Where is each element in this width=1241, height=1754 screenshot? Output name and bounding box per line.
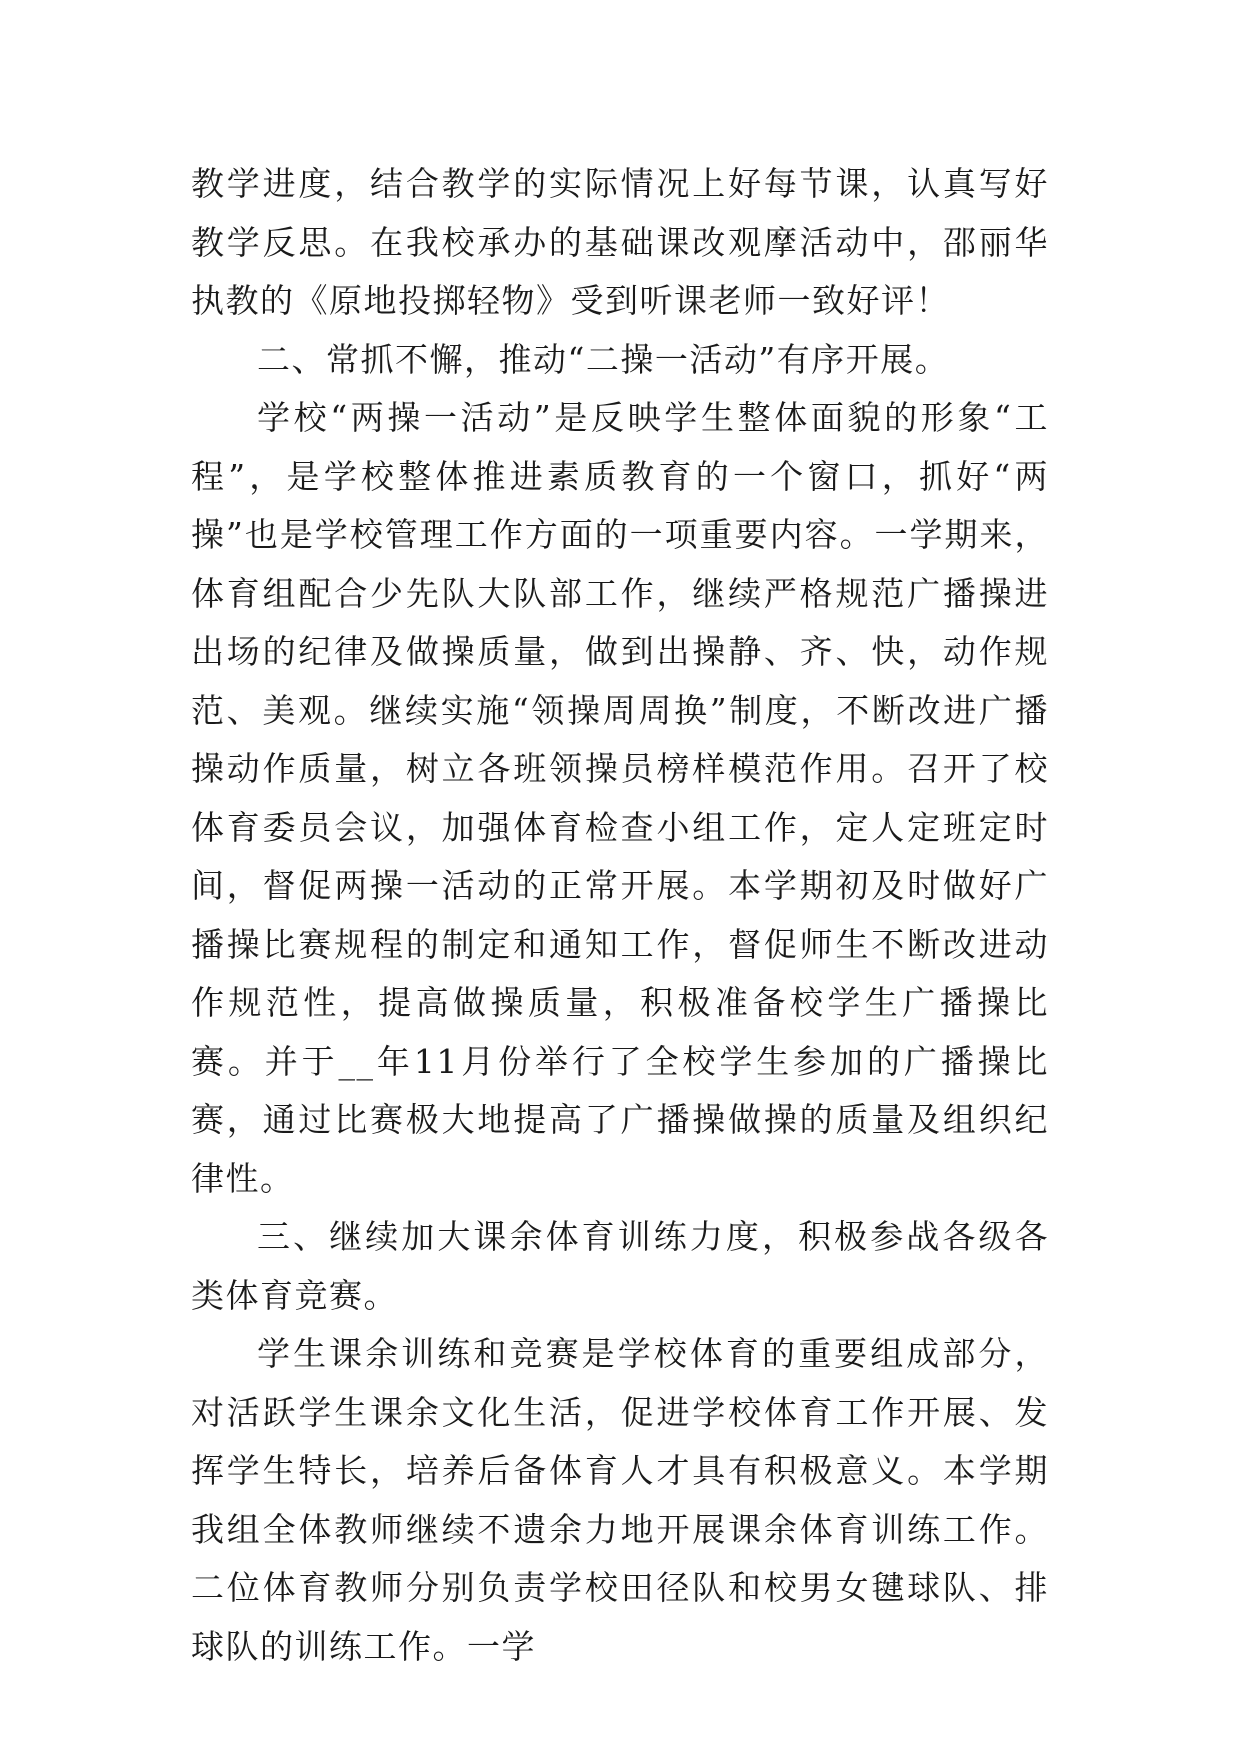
paragraph-two-exercises: 学校“两操一活动”是反映学生整体面貌的形象“工程”，是学校整体推进素质教育的一个窗口，抓好“两操”也是学校管理工作方面的一项重要内容。一学期来，体育组配合少先队大队部工作，继续严格规范广播操进出场的纪律及做操质量，做到出操静、齐、快，动作规范、美观。继续实施“领操周周换”制度，不断改进广播操动作质量，树立各班领操员榜样模范作用。召开了校体育委员会议，加强体育检查小组工作，定人定班定时间，督促两操一活动的正常开展。本学期初及时做好广播操比赛规程的制定和通知工作，督促师生不断改进动作规范性，提高做操质量，积极准备校学生广播操比赛。并于__年11月份举行了全校学生参加的广播操比赛，通过比赛极大地提高了广播操做操的质量及组织纪律性。 [191, 398, 1049, 1198]
document-body [191, 155, 1049, 1676]
paragraph-extracurricular-training: 学生课余训练和竞赛是学校体育的重要组成部分，对活跃学生课余文化生活，促进学校体育工作开展、发挥学生特长，培养后备体育人才具有积极意义。本学期我组全体教师继续不遗余力地开展课余体育训练工作。二位体育教师分别负责学校田径队和校男女毽球队、排球队的训练工作。一学 [191, 1334, 1049, 1666]
paragraph-continuation: 教学进度，结合教学的实际情况上好每节课，认真写好教学反思。在我校承办的基础课改观摩活动中，邵丽华执教的《原地投掷轻物》受到听课老师一致好评！ [191, 164, 1049, 320]
section-heading-3: 三、继续加大课余体育训练力度，积极参战各级各类体育竞赛。 [191, 1217, 1049, 1315]
section-heading-2: 二、常抓不懈，推动“二操一活动”有序开展。 [257, 339, 950, 379]
